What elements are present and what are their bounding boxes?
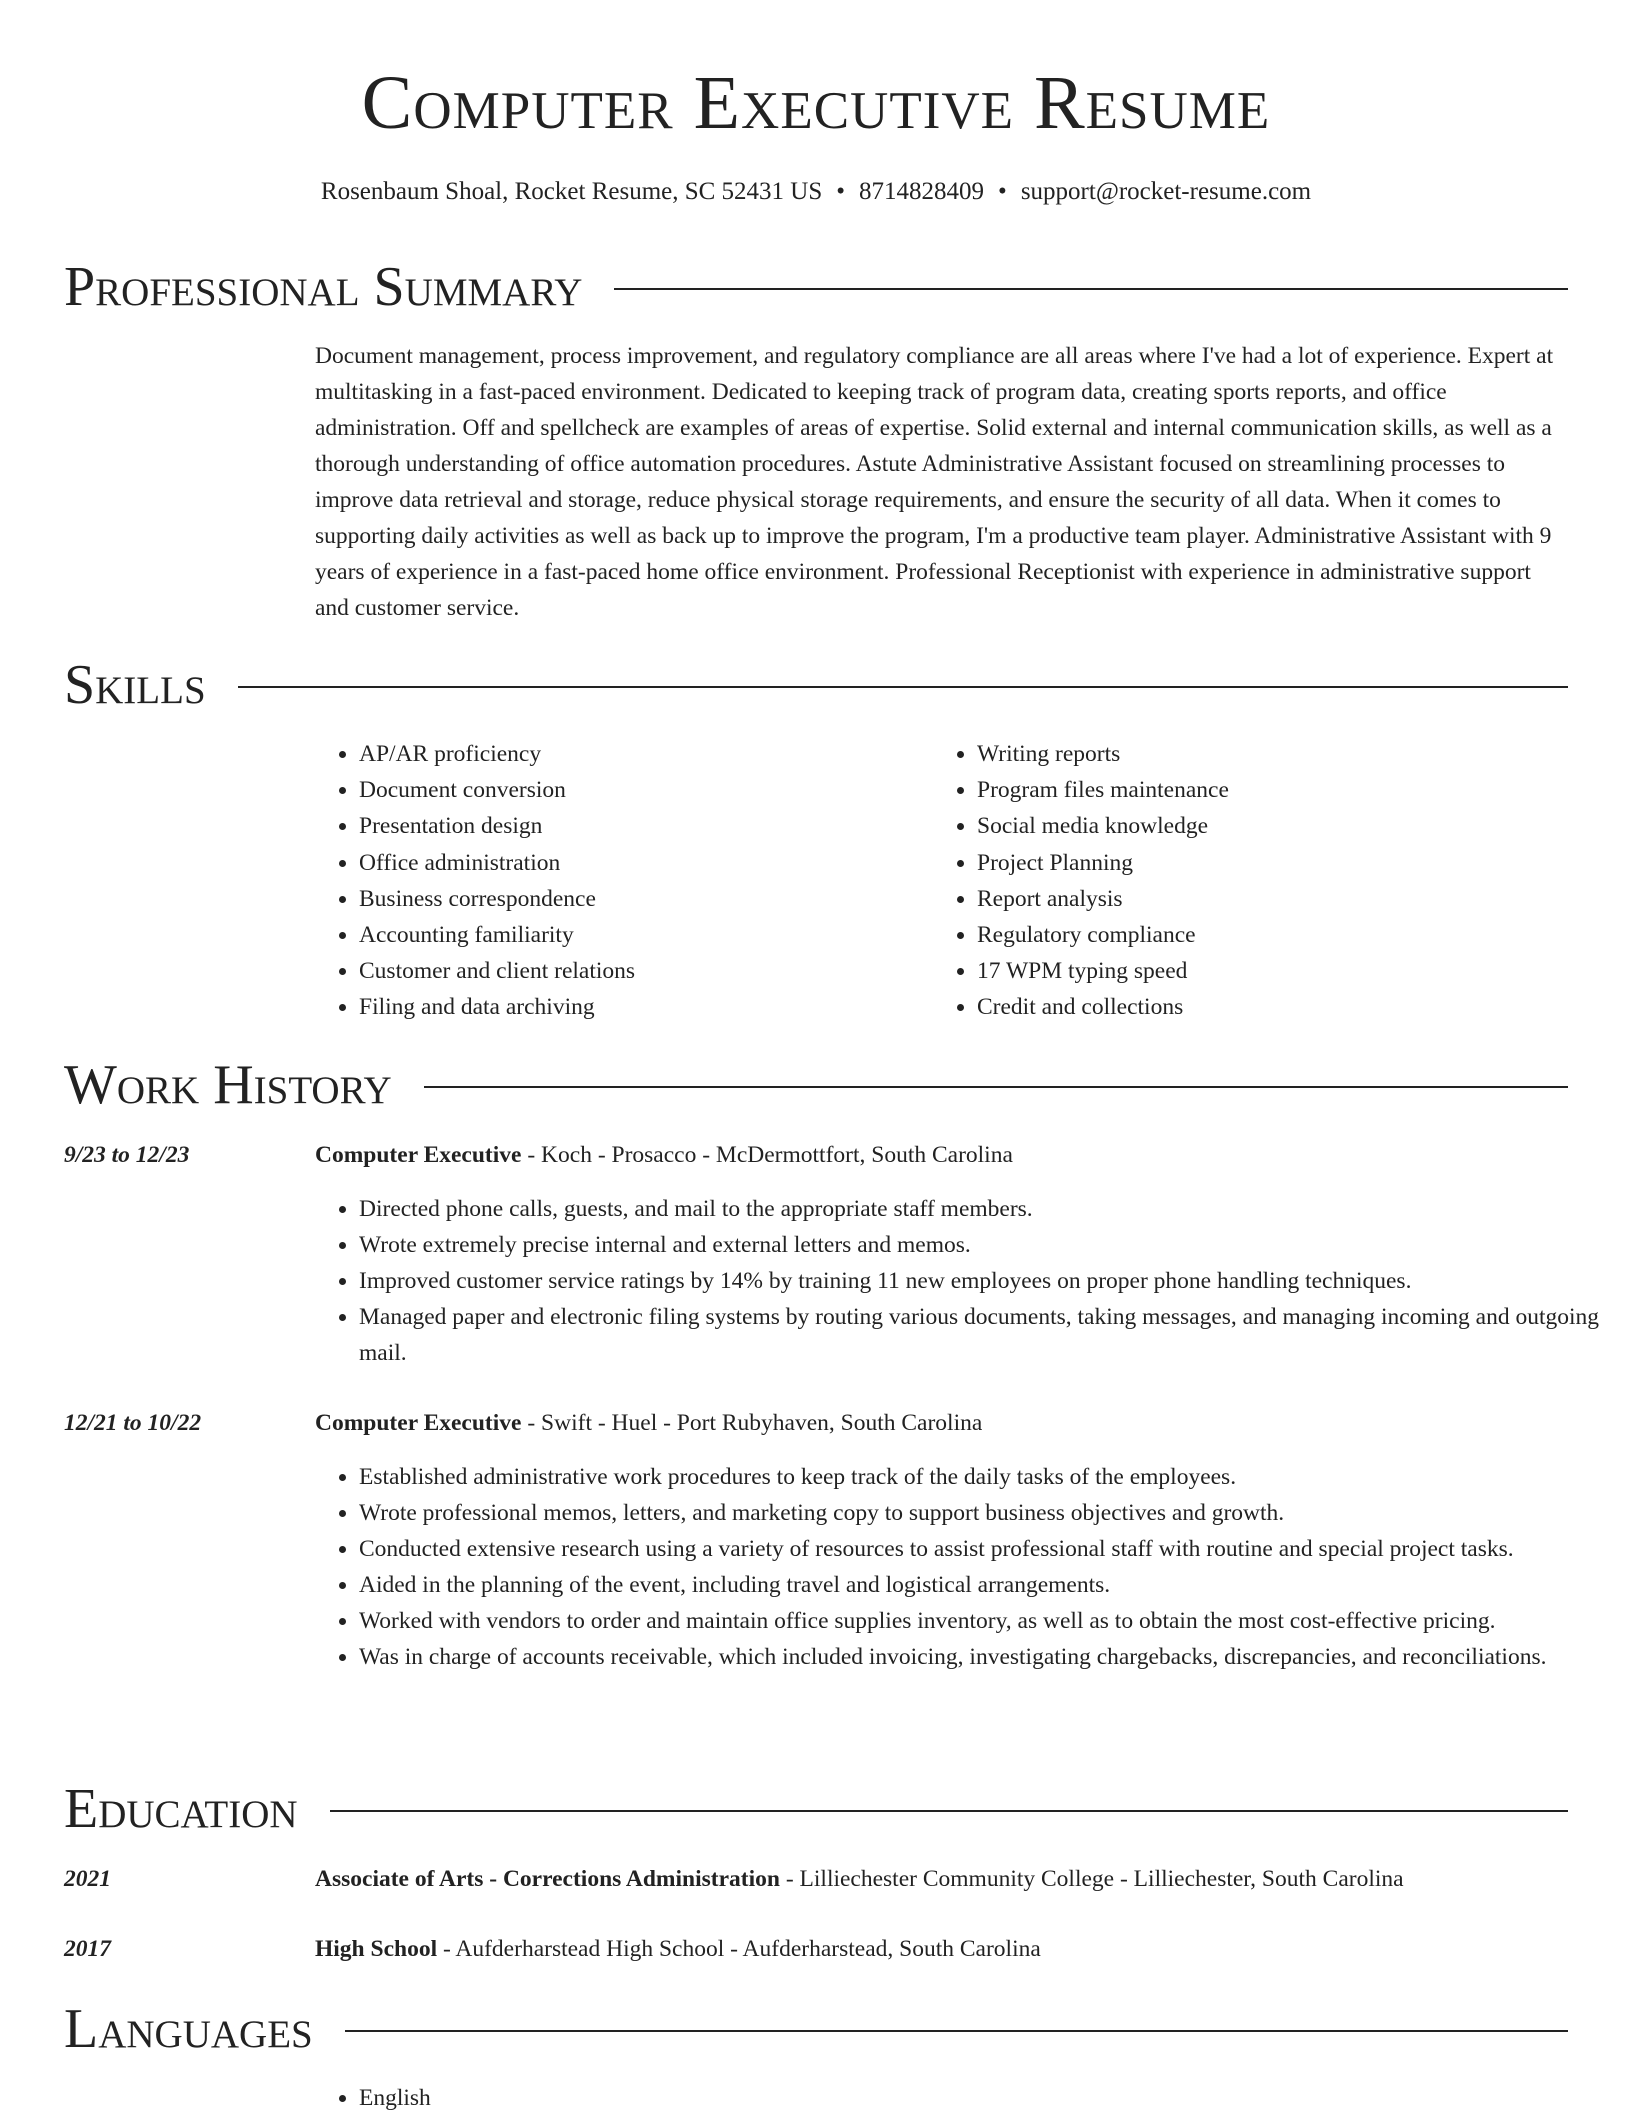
job-bullet: • Directed phone calls, guests, and mail to the appropriate staff members. xyxy=(359,1191,1614,1227)
contact-separator: • xyxy=(998,178,1007,205)
contact-separator: • xyxy=(836,178,846,205)
section-header-work xyxy=(64,1050,1568,1120)
section-header-languages xyxy=(64,1994,1568,2064)
skill-item: • Report analysis xyxy=(977,881,1551,917)
skill-item: • Office administration xyxy=(359,845,933,881)
skill-item: • 17 WPM typing speed xyxy=(977,953,1551,989)
section-header-skills xyxy=(64,650,1568,720)
contact-address: Rosenbaum Shoal, Rocket Resume, SC 52431 US xyxy=(320,178,823,205)
section-divider xyxy=(238,686,1568,688)
section-title: Education xyxy=(64,1778,298,1840)
section-divider xyxy=(345,2030,1568,2032)
education-degree: High School xyxy=(315,1936,438,1962)
skill-item: • Regulatory compliance xyxy=(977,917,1551,953)
skills-column-left xyxy=(315,736,933,1026)
language-item: • English xyxy=(359,2080,431,2116)
job-bullet: • Worked with vendors to order and maintain office supplies inventory, as well as to obtain the most cost-effective pricing. xyxy=(359,1603,1614,1639)
section-header-education xyxy=(64,1774,1568,1844)
section-divider xyxy=(424,1086,1568,1088)
skills-column-right xyxy=(933,736,1551,1026)
skill-item: • Document conversion xyxy=(359,772,933,808)
skill-item: • Presentation design xyxy=(359,808,933,844)
skill-item: • Accounting familiarity xyxy=(359,917,933,953)
section-title: Skills xyxy=(64,654,206,716)
skill-item: • Social media knowledge xyxy=(977,808,1551,844)
contact-line xyxy=(0,176,1632,208)
resume-name: Computer Executive Resume xyxy=(361,61,1271,145)
job-bullets xyxy=(315,1191,1614,1371)
skill-item: • Project Planning xyxy=(977,845,1551,881)
skill-item: • Filing and data archiving xyxy=(359,989,933,1025)
job-bullet: • Aided in the planning of the event, including travel and logistical arrangements. xyxy=(359,1567,1614,1603)
section-title: Professional Summary xyxy=(64,256,583,318)
job-bullet: • Established administrative work procedures to keep track of the daily tasks of the employees. xyxy=(359,1459,1614,1495)
job-heading xyxy=(315,1137,1575,1173)
education-year: 2021 xyxy=(64,1866,111,1892)
contact-phone: 8714828409 xyxy=(859,178,985,205)
job-bullet: • Improved customer service ratings by 14% by training 11 new employees on proper phone handling techniques. xyxy=(359,1263,1614,1299)
education-entry xyxy=(315,1931,1575,1967)
job-employer: - Koch - Prosacco - McDermottfort, South Carolina xyxy=(521,1142,1013,1168)
skill-item: • Program files maintenance xyxy=(977,772,1551,808)
job-bullets xyxy=(315,1459,1614,1675)
skill-item: • AP/AR proficiency xyxy=(359,736,933,772)
education-entry xyxy=(315,1861,1575,1897)
education-school: - Lilliechester Community College - Lilliechester, South Carolina xyxy=(779,1866,1404,1892)
languages-list xyxy=(315,2080,431,2116)
job-title: Computer Executive xyxy=(315,1410,522,1436)
section-title: Languages xyxy=(64,1998,313,2060)
skill-item: • Business correspondence xyxy=(359,881,933,917)
job-bullet: • Wrote professional memos, letters, and marketing copy to support business objectives and growth. xyxy=(359,1495,1614,1531)
job-heading xyxy=(315,1405,1575,1441)
job-bullet: • Conducted extensive research using a variety of resources to assist professional staff with routine and special project tasks. xyxy=(359,1531,1614,1567)
contact-email: support@rocket-resume.com xyxy=(1020,178,1312,205)
section-header-summary xyxy=(64,252,1568,322)
skill-item: • Writing reports xyxy=(977,736,1551,772)
education-year: 2017 xyxy=(64,1936,111,1962)
job-employer: - Swift - Huel - Port Rubyhaven, South Carolina xyxy=(521,1410,983,1436)
job-bullet: • Was in charge of accounts receivable, which included invoicing, investigating chargebacks, discrepancies, and reconciliations. xyxy=(359,1639,1614,1675)
skill-item: • Customer and client relations xyxy=(359,953,933,989)
summary-text: Document management, process improvement, and regulatory compliance are all areas where I've had a lot of experience. Expert at multitasking in a fast-paced environment. Dedicated to keeping track of program data, creating sports reports, and office administration. Off and spellcheck are examples of areas of expertise. Solid external and internal communication skills, as well as a thorough understanding of office automation procedures. Astute Administrative Assistant focused on streamlining processes to improve data retrieval and storage, reduce physical storage requirements, and ensure the security of all data. When it comes to supporting daily activities as well as back up to improve the program, I'm a productive team player. Administrative Assistant with 9 years of experience in a fast-paced home office environment. Professional Receptionist with experience in administrative support and customer service. xyxy=(315,343,1554,621)
job-bullet: • Wrote extremely precise internal and external letters and memos. xyxy=(359,1227,1614,1263)
section-divider xyxy=(330,1810,1568,1812)
job-dates: 12/21 to 10/22 xyxy=(64,1410,202,1436)
job-title: Computer Executive xyxy=(315,1142,522,1168)
education-school: - Aufderharstead High School - Aufderharstead, South Carolina xyxy=(437,1936,1041,1962)
skill-item: • Credit and collections xyxy=(977,989,1551,1025)
job-bullet: • Managed paper and electronic filing systems by routing various documents, taking messages, and managing incoming and outgoing mail. xyxy=(359,1299,1614,1371)
job-dates: 9/23 to 12/23 xyxy=(64,1142,190,1168)
skills-list xyxy=(315,736,1570,1026)
section-title: Work History xyxy=(64,1054,392,1116)
education-degree: Associate of Arts - Corrections Administration xyxy=(315,1866,780,1892)
section-divider xyxy=(614,288,1568,290)
